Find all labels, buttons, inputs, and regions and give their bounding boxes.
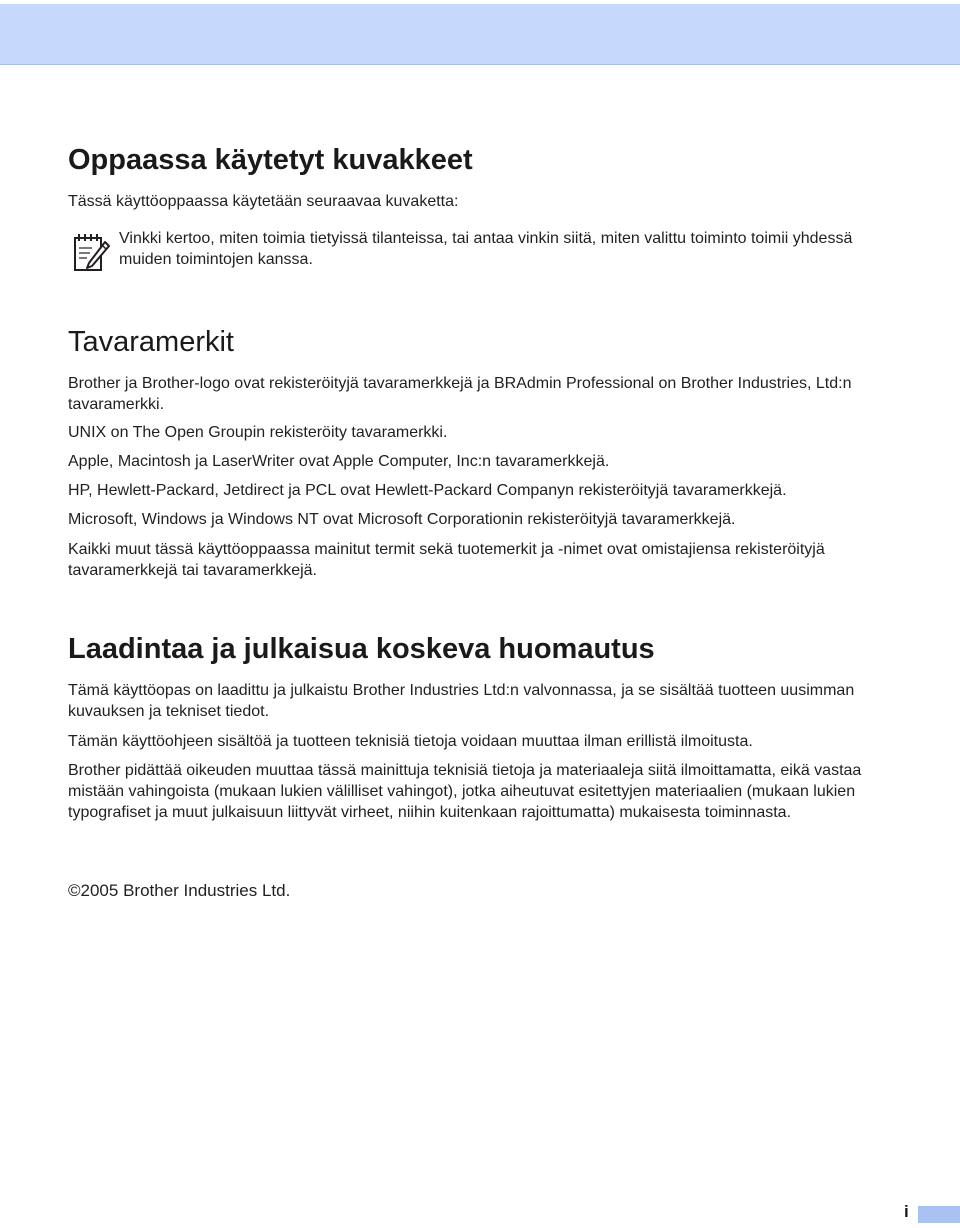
trademark-paragraph: UNIX on The Open Groupin rekisteröity tavaramerkki. [68,424,448,441]
page-tab-marker [918,1206,960,1223]
icons-intro: Tässä käyttöoppaassa käytetään seuraavaa kuvaketta: [68,193,459,210]
trademark-paragraph: Microsoft, Windows ja Windows NT ovat Microsoft Corporationin rekisteröityjä tavaramerkkejä. [68,511,736,528]
section-title-notice: Laadintaa ja julkaisua koskeva huomautus [68,633,655,665]
section-title-icons: Oppaassa käytetyt kuvakkeet [68,144,473,176]
section-title-trademarks: Tavaramerkit [68,326,234,358]
trademark-paragraph: HP, Hewlett-Packard, Jetdirect ja PCL ovat Hewlett-Packard Companyn rekisteröityjä tavaramerkkejä. [68,482,787,499]
trademark-paragraph: Brother ja Brother-logo ovat rekisteröityjä tavaramerkkejä ja BRAdmin Professional on Brother Industries, Ltd:n tavaramerkki. [68,375,852,413]
notice-paragraph: Tämän käyttöohjeen sisältöä ja tuotteen teknisiä tietoja voidaan muuttaa ilman erillistä ilmoitusta. [68,733,753,750]
page-number: i [904,1202,909,1221]
note-block [68,228,918,278]
copyright-notice: ©2005 Brother Industries Ltd. [68,881,291,900]
trademark-paragraph: Kaikki muut tässä käyttöoppaassa mainitut termit sekä tuotemerkit ja -nimet ovat omistajiensa rekisteröityjä tavaramerkkejä tai tavaramerkkejä. [68,541,825,579]
header-band [0,4,960,65]
trademark-paragraph: Apple, Macintosh ja LaserWriter ovat Apple Computer, Inc:n tavaramerkkejä. [68,453,610,470]
note-text: Vinkki kertoo, miten toimia tietyissä tilanteissa, tai antaa vinkin siitä, miten valittu toiminto toimii yhdessä muiden toimintojen kanssa. [119,230,853,268]
notice-paragraph: Brother pidättää oikeuden muuttaa tässä mainittuja teknisiä tietoja ja materiaaleja siitä ilmoittamatta, eikä vastaa mistään vahingoista (mukaan lukien välilliset vahingot), jotka aiheutuvat esitettyjen materiaalien (mukaan lukien typografiset ja muut julkaisuun liittyvät virheet, niihin kuitenkaan rajoittumatta) mukaisesta toiminnasta. [68,762,862,821]
note-pencil-icon [72,232,110,274]
notice-paragraph: Tämä käyttöopas on laadittu ja julkaistu Brother Industries Ltd:n valvonnassa, ja se sisältää tuotteen uusimman kuvauksen ja tekniset tiedot. [68,682,855,720]
